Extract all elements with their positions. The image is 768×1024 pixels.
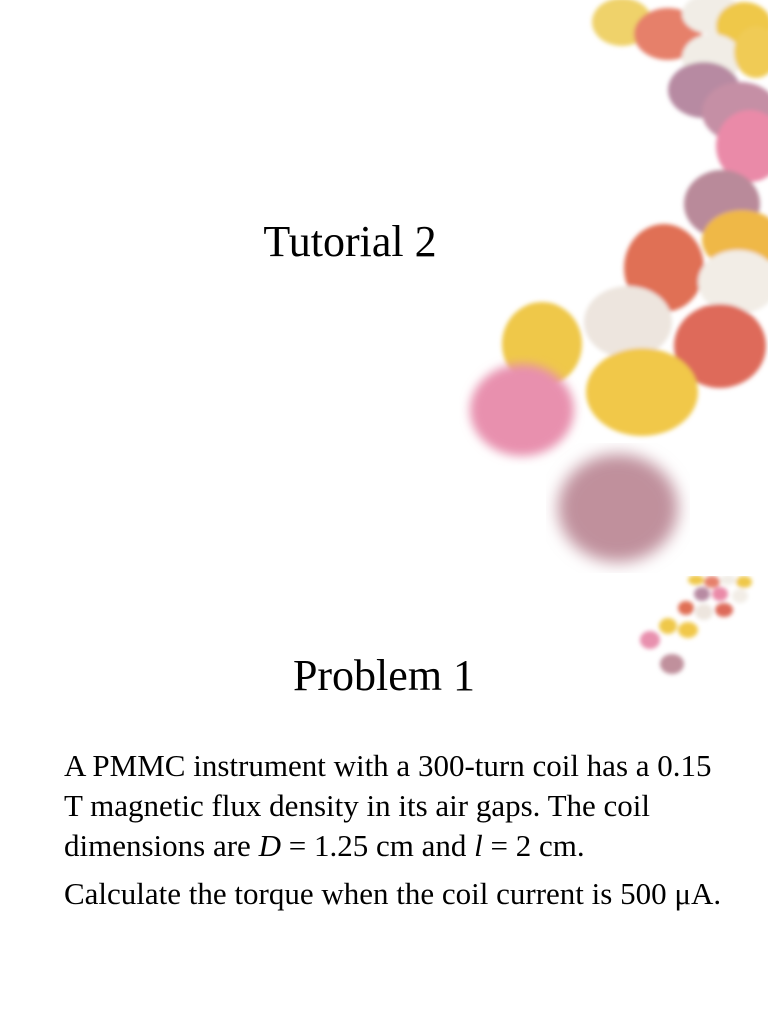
problem-text-mid: = 1.25 cm and xyxy=(280,828,475,863)
variable-d: D xyxy=(258,828,281,863)
page-title: Tutorial 2 xyxy=(263,217,437,266)
variable-l: l xyxy=(474,828,483,863)
problem-text xyxy=(64,746,724,922)
problem-text-lead: A PMMC instrument with a 300-turn coil has a 0.15 T magnetic flux density in its air gaps. The coil dimensions are xyxy=(64,748,712,863)
question-paragraph: Calculate the torque when the coil current is 500 μA. xyxy=(64,876,722,911)
problem-paragraph xyxy=(64,746,724,866)
section-title: Problem 1 xyxy=(292,651,476,700)
slide-problem xyxy=(0,576,768,1024)
problem-text-tail: = 2 cm. xyxy=(482,828,585,863)
